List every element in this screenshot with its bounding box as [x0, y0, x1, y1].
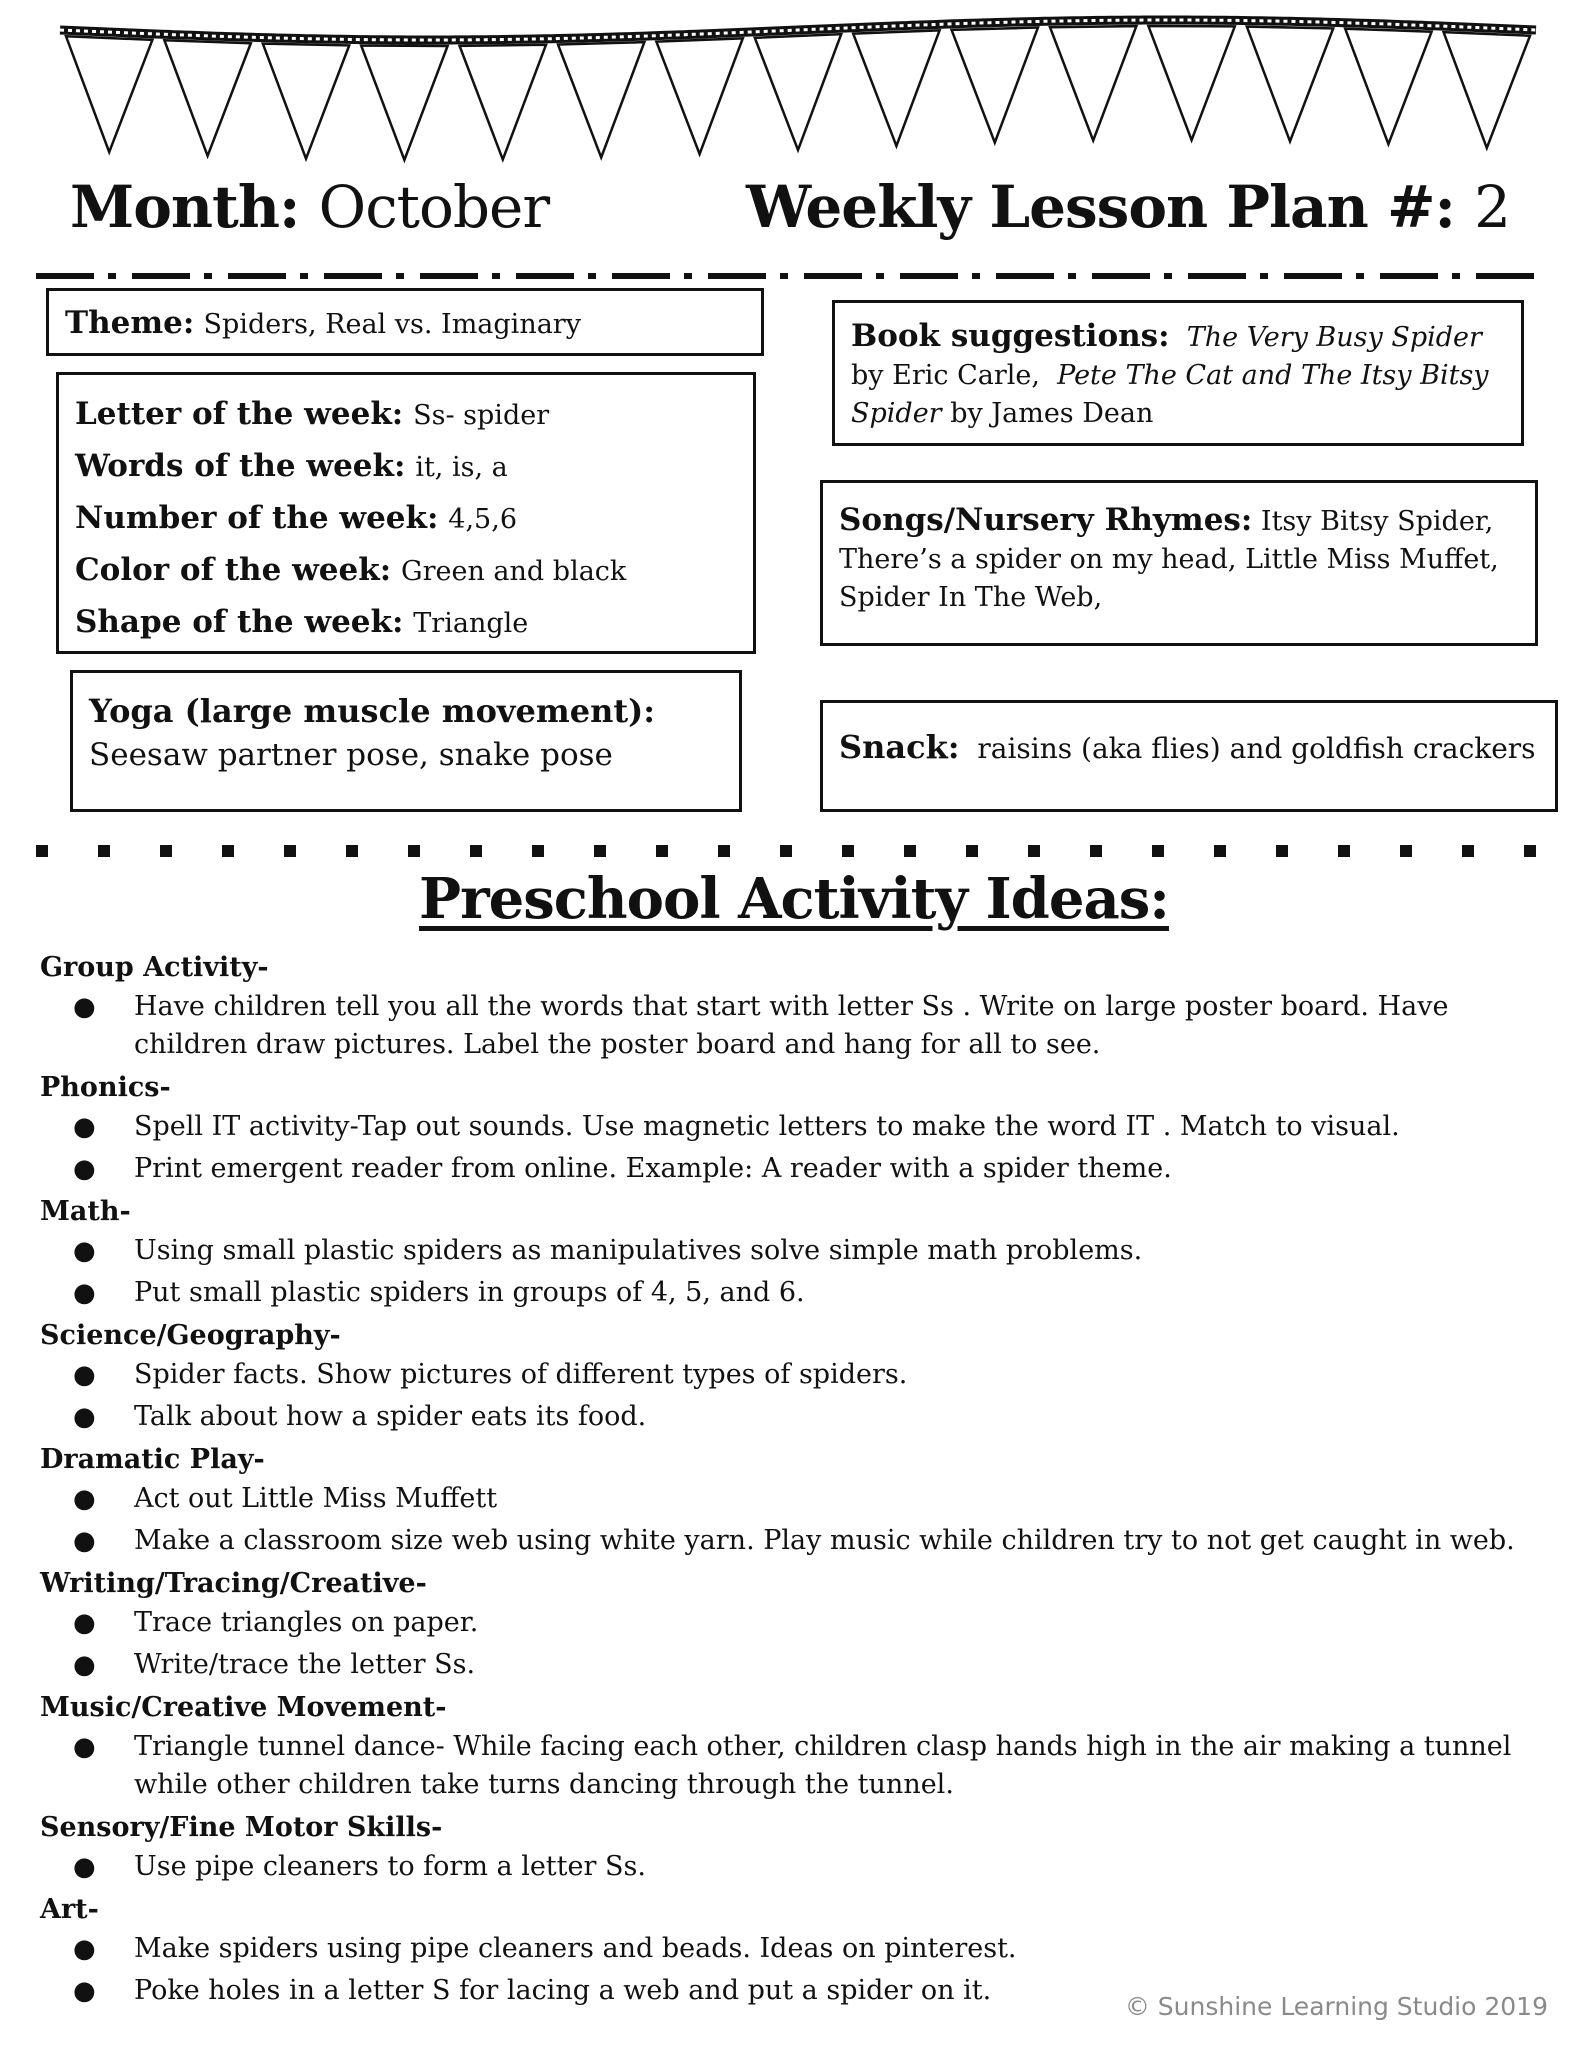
bunting-flag	[656, 38, 742, 154]
bullet-icon: ●	[73, 1112, 96, 1142]
bunting-flag	[1345, 29, 1431, 144]
week-value: Ss- spider	[413, 400, 550, 431]
activity-text: Make a classroom size web using white yarn. Play music while children try to not get caught in web.	[134, 1525, 1515, 1556]
bullet-icon: ●	[73, 1526, 96, 1556]
bunting-flag	[1050, 26, 1136, 140]
book-title-2: Pete The Cat and The Itsy Bitsy Spider	[851, 360, 1489, 429]
week-label: Words of the week:	[75, 448, 406, 484]
theme-label: Theme:	[65, 305, 195, 341]
bullet-icon: ●	[73, 1236, 96, 1266]
week-value: Green and black	[401, 556, 627, 587]
activity-list-item	[40, 1522, 1560, 1560]
week-row-shape	[75, 597, 737, 649]
book-author-1: by Eric Carle,	[851, 360, 1040, 391]
snack-label: Snack:	[839, 728, 960, 766]
bunting-flag	[952, 27, 1038, 142]
book-suggestions-label: Book suggestions:	[851, 318, 1170, 354]
bunting-flag	[1247, 27, 1333, 142]
bullet-icon: ●	[73, 1360, 96, 1390]
bunting-flags	[66, 26, 1530, 160]
activity-text: Make spiders using pipe cleaners and beads. Ideas on pinterest.	[134, 1933, 1017, 1964]
dash-dot-divider	[36, 272, 1536, 280]
bullet-icon: ●	[73, 1278, 96, 1308]
bunting-banner-decoration	[0, 0, 1588, 190]
bullet-icon: ●	[73, 1650, 96, 1680]
activity-category-heading: Writing/Tracing/Creative-	[40, 1568, 427, 1599]
bullet-icon: ●	[73, 1852, 96, 1882]
snack-value: raisins (aka flies) and goldfish crackers	[977, 732, 1536, 765]
week-info-box	[56, 372, 756, 654]
activity-text: Use pipe cleaners to form a letter Ss.	[134, 1851, 646, 1882]
bunting-flag	[853, 30, 939, 146]
lesson-plan-heading	[746, 172, 1510, 242]
bullet-icon: ●	[73, 992, 96, 1022]
activity-list-item	[40, 1646, 1560, 1684]
square-dot-divider	[36, 844, 1556, 858]
activity-text: Triangle tunnel dance- While facing each other, children clasp hands high in the air making a tunnel while other children take turns dancing through the tunnel.	[134, 1731, 1512, 1800]
bunting-flag	[263, 44, 349, 159]
bunting-flag	[361, 46, 447, 160]
activity-category-heading: Science/Geography-	[40, 1320, 341, 1351]
week-value: Triangle	[413, 608, 529, 639]
bullet-icon: ●	[73, 1732, 96, 1762]
activity-category-heading: Math-	[40, 1196, 131, 1227]
activity-list-item	[40, 1480, 1560, 1518]
activity-text: Put small plastic spiders in groups of 4, 5, and 6.	[134, 1277, 805, 1308]
activity-list-item	[40, 1398, 1560, 1436]
bunting-flag	[164, 40, 250, 156]
activity-text: Print emergent reader from online. Example: A reader with a spider theme.	[134, 1153, 1172, 1184]
month-label: Month:	[70, 173, 300, 241]
songs-label: Songs/Nursery Rhymes:	[839, 502, 1253, 538]
activity-list	[40, 948, 1560, 2014]
bunting-flag	[1148, 26, 1234, 140]
activity-list-item	[40, 1232, 1560, 1270]
lesson-plan-label: Weekly Lesson Plan #:	[746, 173, 1455, 241]
week-value: it, is, a	[415, 452, 508, 483]
week-row-words	[75, 441, 737, 493]
month-heading	[70, 172, 549, 242]
bunting-flag	[755, 34, 841, 150]
book-suggestions-box	[832, 300, 1524, 446]
songs-value: Itsy Bitsy Spider, There’s a spider on my head, Little Miss Muffet, Spider In The Web,	[839, 506, 1499, 613]
activity-list-item	[40, 1150, 1560, 1188]
week-value: 4,5,6	[448, 504, 517, 535]
activity-category-heading: Phonics-	[40, 1072, 171, 1103]
week-row-number	[75, 493, 737, 545]
yoga-box	[70, 670, 742, 812]
activity-list-item	[40, 1356, 1560, 1394]
book-title-1: The Very Busy Spider	[1186, 322, 1482, 353]
bullet-icon: ●	[73, 1484, 96, 1514]
bullet-icon: ●	[73, 1934, 96, 1964]
activity-text: Act out Little Miss Muffett	[134, 1483, 498, 1514]
yoga-label: Yoga (large muscle movement):	[89, 692, 656, 730]
theme-value: Spiders, Real vs. Imaginary	[203, 309, 581, 340]
bullet-icon: ●	[73, 1402, 96, 1432]
activity-list-item	[40, 1848, 1560, 1886]
activity-text: Spider facts. Show pictures of different types of spiders.	[134, 1359, 908, 1390]
week-row-letter	[75, 389, 737, 441]
week-row-color	[75, 545, 737, 597]
copyright-notice: © Sunshine Learning Studio 2019	[1124, 1992, 1548, 2021]
activity-category-heading: Sensory/Fine Motor Skills-	[40, 1812, 443, 1843]
theme-box	[46, 288, 764, 356]
week-label: Number of the week:	[75, 500, 439, 536]
activity-list-item	[40, 988, 1560, 1064]
activity-list-item	[40, 1728, 1560, 1804]
bullet-icon: ●	[73, 1154, 96, 1184]
activity-text: Spell IT activity-Tap out sounds. Use magnetic letters to make the word IT . Match to visual.	[134, 1111, 1400, 1142]
activity-text: Trace triangles on paper.	[134, 1607, 479, 1638]
month-value: October	[318, 173, 550, 241]
activity-category-heading: Group Activity-	[40, 952, 269, 983]
activity-ideas-title: Preschool Activity Ideas:	[419, 866, 1169, 932]
activity-text: Talk about how a spider eats its food.	[134, 1401, 647, 1432]
activity-text: Using small plastic spiders as manipulatives solve simple math problems.	[134, 1235, 1143, 1266]
activity-list-item	[40, 1108, 1560, 1146]
bunting-flag	[66, 36, 152, 152]
week-label: Shape of the week:	[75, 604, 404, 640]
snack-box	[820, 700, 1558, 812]
bullet-icon: ●	[73, 1608, 96, 1638]
yoga-value: Seesaw partner pose, snake pose	[89, 737, 613, 773]
bullet-icon: ●	[73, 1976, 96, 2006]
bunting-flag	[460, 45, 546, 160]
week-label: Letter of the week:	[75, 396, 404, 432]
bunting-flag	[1444, 32, 1530, 148]
lesson-plan-number: 2	[1474, 173, 1511, 241]
activity-category-heading: Music/Creative Movement-	[40, 1692, 447, 1723]
activity-text: Poke holes in a letter S for lacing a web and put a spider on it.	[134, 1975, 992, 2006]
activity-list-item	[40, 1930, 1560, 1968]
book-author-2: by James Dean	[950, 398, 1154, 429]
activity-category-heading: Dramatic Play-	[40, 1444, 265, 1475]
activity-list-item	[40, 1274, 1560, 1312]
activity-text: Write/trace the letter Ss.	[134, 1649, 476, 1680]
activity-list-item	[40, 1604, 1560, 1642]
bunting-flag	[558, 42, 644, 157]
week-label: Color of the week:	[75, 552, 392, 588]
activity-text: Have children tell you all the words that start with letter Ss . Write on large poster board. Have children draw pictures. Label the poster board and hang for all to see.	[134, 991, 1449, 1060]
songs-box	[820, 480, 1538, 646]
activity-category-heading: Art-	[40, 1894, 99, 1925]
